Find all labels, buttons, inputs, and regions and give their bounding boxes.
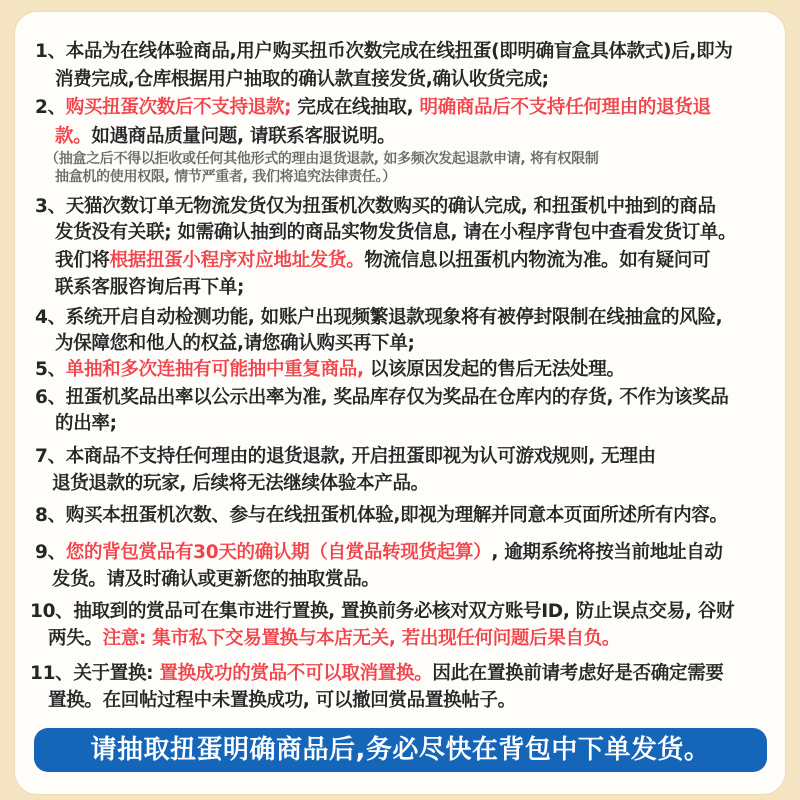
notice-text: 6、扭蛋机奖品出率以公示出率为准, 奖品库存仅为奖品在仓库内的存货, 不作为该奖品	[35, 387, 729, 408]
notice-line	[35, 195, 716, 219]
notice-text: 的出率;	[55, 413, 117, 434]
notice-line	[30, 600, 734, 624]
notice-text: 完成在线抽取,	[291, 97, 420, 118]
highlighted-text: 根据扭蛋小程序对应地址发货。	[109, 250, 365, 271]
notice-text: （抽盒之后不得以拒收或任何其他形式的理由退货退款, 如多频次发起退款申请, 将有权限制	[45, 151, 599, 167]
notice-line	[35, 40, 733, 64]
notice-text: 如遇商品质量问题, 请联系客服说明。	[91, 126, 396, 147]
notice-text: 10、抽取到的赏品可在集市进行置换, 置换前务必核对双方账号ID, 防止误点交易, 谷财	[30, 601, 735, 622]
notice-text: 2、	[35, 97, 66, 118]
notice-line	[55, 332, 415, 356]
highlighted-text: 您的背包赏品有30天的确认期（自赏品转现货起算）	[65, 542, 492, 563]
notice-footnote-line	[45, 150, 598, 168]
notice-text: 8、购买本扭蛋机次数、参与在线扭蛋机体验,即视为理解并同意本页面所述所有内容。	[35, 505, 728, 526]
notice-line	[35, 96, 711, 120]
notice-text: 消费完成,仓库根据用户抽取的确认款直接发货,确认收货完成;	[55, 69, 549, 90]
notice-line	[55, 125, 395, 149]
notice-text: 发货没有关联; 如需确认抽到的商品实物发货信息, 请在小程序背包中查看发货订单。	[55, 222, 737, 243]
notice-text: , 逾期系统将按当前地址自动	[491, 542, 723, 563]
notice-text: 联系客服咨询后再下单;	[55, 277, 245, 298]
notice-text: 物流信息以扭蛋机内物流为准。如有疑问可	[364, 250, 711, 271]
highlighted-text: 置换成功的赏品不可以取消置换。	[159, 663, 433, 684]
notice-line	[35, 358, 625, 382]
notice-line	[55, 68, 549, 92]
highlighted-text: 注意: 集市私下交易置换与本店无关, 若出现任何问题后果自负。	[102, 628, 621, 649]
notice-text: 置换。在回帖过程中未置换成功, 可以撤回赏品置换帖子。	[48, 690, 516, 711]
highlighted-text: 单抽和多次连抽有可能抽中重复商品,	[65, 359, 364, 380]
notice-line	[35, 306, 722, 330]
highlighted-text: 购买扭蛋次数后不支持退款;	[65, 97, 292, 118]
notice-text: 因此在置换前请考虑好是否确定需要	[432, 663, 724, 684]
notice-text: 5、	[35, 359, 66, 380]
notice-line	[55, 276, 244, 300]
notice-text: 以该原因发起的售后无法处理。	[363, 359, 625, 380]
highlighted-text: 明确商品后不支持任何理由的退货退	[419, 97, 711, 118]
notice-text: 两失。	[48, 628, 103, 649]
notice-line	[52, 472, 429, 496]
notice-line	[55, 221, 736, 245]
notice-line	[55, 412, 117, 436]
notice-text: 发货。请及时确认或更新您的抽取赏品。	[52, 569, 380, 590]
notice-line	[35, 541, 723, 565]
highlighted-text: 款。	[55, 126, 92, 147]
notice-line	[48, 689, 516, 713]
notice-text: 抽盒机的使用权限, 情节严重者, 我们将追究法律责任。）	[55, 169, 396, 185]
notice-text: 为保障您和他人的权益,请您确认购买再下单;	[55, 333, 415, 354]
notice-line	[35, 445, 656, 469]
notice-text: 4、系统开启自动检测功能, 如账户出现频繁退款现象将有被停封限制在线抽盒的风险,	[35, 307, 723, 328]
notice-footnote-line	[55, 168, 396, 186]
notice-line	[35, 504, 728, 528]
notice-text: 退货退款的玩家, 后续将无法继续体验本产品。	[52, 473, 429, 494]
notice-line	[35, 386, 729, 410]
notice-line	[55, 249, 710, 273]
notice-text: 1、本品为在线体验商品,用户购买扭币次数完成在线扭蛋(即明确盲盒具体款式)后,即为	[35, 41, 733, 62]
notice-text: 3、天猫次数订单无物流发货仅为扭蛋机次数购买的确认完成, 和扭蛋机中抽到的商品	[35, 196, 716, 217]
notice-line	[48, 627, 620, 651]
shipping-reminder-banner: 请抽取扭蛋明确商品后,务必尽快在背包中下单发货。	[34, 728, 767, 772]
notice-line	[30, 662, 724, 686]
notice-text: 7、本商品不支持任何理由的退货退款, 开启扭蛋即视为认可游戏规则, 无理由	[35, 446, 656, 467]
notice-text: 9、	[35, 542, 66, 563]
notice-text: 我们将	[55, 250, 110, 271]
notice-text: 11、关于置换:	[30, 663, 160, 684]
notice-line	[52, 568, 380, 592]
